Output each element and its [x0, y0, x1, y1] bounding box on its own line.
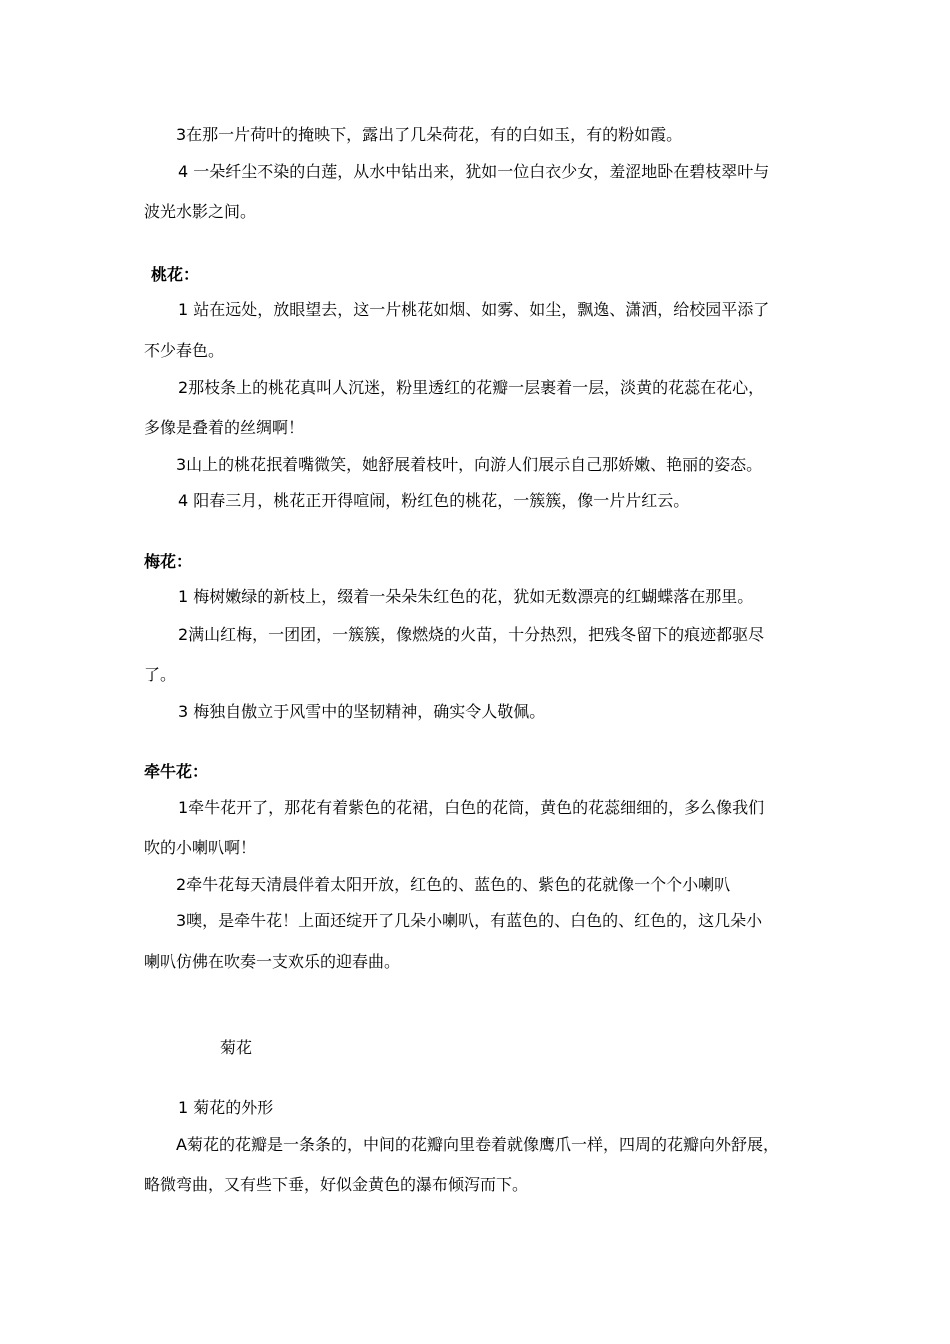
- peach-paragraph-1-line-2: 不少春色。: [144, 341, 225, 360]
- peach-paragraph-3: 3山上的桃花抿着嘴微笑，她舒展着枝叶，向游人们展示自己那娇嫩、艳丽的姿态。: [176, 455, 763, 474]
- morning-glory-paragraph-3-line-2: 喇叭仿佛在吹奏一支欢乐的迎春曲。: [144, 952, 401, 971]
- lotus-paragraph-4-line-1: 4 一朵纤尘不染的白莲，从水中钻出来，犹如一位白衣少女，羞涩地卧在碧枝翠叶与: [178, 162, 770, 181]
- peach-paragraph-1-line-1: 1 站在远处，放眼望去，这一片桃花如烟、如雾、如尘，飘逸、潇洒，给校园平添了: [178, 300, 770, 319]
- peach-paragraph-2-line-1: 2那枝条上的桃花真叫人沉迷，粉里透红的花瓣一层裹着一层，淡黄的花蕊在花心，: [178, 378, 765, 397]
- plum-paragraph-2-line-1: 2满山红梅，一团团，一簇簇，像燃烧的火苗，十分热烈，把残冬留下的痕迹都驱尽: [178, 625, 765, 644]
- chrysanthemum-heading: 菊花: [220, 1038, 253, 1057]
- peach-paragraph-2-line-2: 多像是叠着的丝绸啊！: [144, 418, 305, 437]
- morning-glory-paragraph-3-line-1: 3噢，是牵牛花！上面还绽开了几朵小喇叭，有蓝色的、白色的、红色的，这几朵小: [176, 911, 763, 930]
- lotus-paragraph-3: 3在那一片荷叶的掩映下，露出了几朵荷花，有的白如玉，有的粉如霞。: [176, 125, 683, 144]
- chrysanthemum-paragraph-a-line-2: 略微弯曲，又有些下垂，好似金黄色的瀑布倾泻而下。: [144, 1175, 529, 1194]
- morning-glory-paragraph-1-line-2: 吹的小喇叭啊！: [144, 838, 257, 857]
- plum-paragraph-1: 1 梅树嫩绿的新枝上，缀着一朵朵朱红色的花，犹如无数漂亮的红蝴蝶落在那里。: [178, 587, 754, 606]
- morning-glory-heading: 牵牛花：: [144, 762, 209, 781]
- lotus-paragraph-4-line-2: 波光水影之间。: [144, 202, 257, 221]
- plum-paragraph-3: 3 梅独自傲立于风雪中的坚韧精神，确实令人敬佩。: [178, 702, 546, 721]
- peach-paragraph-4: 4 阳春三月，桃花正开得喧闹，粉红色的桃花，一簇簇，像一片片红云。: [178, 491, 690, 510]
- chrysanthemum-subheading-1: 1 菊花的外形: [178, 1098, 274, 1117]
- plum-heading: 梅花：: [144, 552, 193, 571]
- morning-glory-paragraph-1-line-1: 1牵牛花开了，那花有着紫色的花裙，白色的花筒，黄色的花蕊细细的，多么像我们: [178, 798, 765, 817]
- plum-paragraph-2-line-2: 了。: [144, 665, 177, 684]
- morning-glory-paragraph-2: 2牵牛花每天清晨伴着太阳开放，红色的、蓝色的、紫色的花就像一个个小喇叭: [176, 875, 731, 894]
- peach-heading: 桃花：: [151, 265, 200, 284]
- chrysanthemum-paragraph-a-line-1: A菊花的花瓣是一条条的，中间的花瓣向里卷着就像鹰爪一样，四周的花瓣向外舒展，: [176, 1135, 779, 1154]
